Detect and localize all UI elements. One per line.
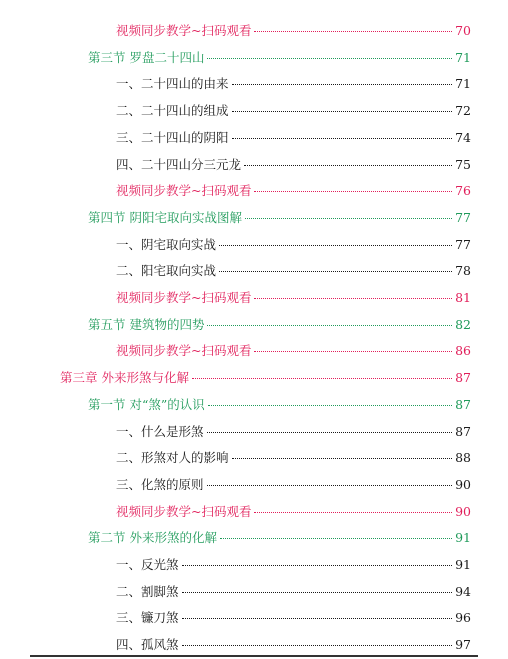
toc-entry-page-number: 82: [455, 316, 471, 332]
toc-entry-page-number: 75: [455, 156, 471, 172]
toc-entry-title: 二、割脚煞: [116, 583, 179, 599]
toc-entry-title: 四、孤风煞: [116, 637, 179, 653]
toc-entry-title: 第三章 外来形煞与化解: [60, 370, 189, 386]
dot-leader: [254, 191, 452, 192]
toc-section-entry[interactable]: [88, 397, 471, 413]
toc-item-entry[interactable]: [116, 237, 471, 253]
toc-entry-title: 二、形煞对人的影响: [116, 450, 229, 466]
toc-entry-title: 一、阴宅取向实战: [116, 236, 217, 252]
dot-leader: [207, 432, 453, 433]
dot-leader: [208, 405, 452, 406]
toc-video-entry[interactable]: [116, 343, 471, 359]
toc-section-entry[interactable]: [88, 530, 471, 546]
toc-entry-title: 第五节 建筑物的四势: [88, 316, 205, 332]
toc-entry-title: 视频同步教学~扫码观看: [116, 23, 252, 38]
dot-leader: [245, 218, 452, 219]
toc-entry-page-number: 76: [455, 183, 471, 199]
toc-entry-page-number: 97: [455, 637, 471, 653]
dot-leader: [182, 618, 453, 619]
toc-item-entry[interactable]: [116, 103, 471, 119]
toc-entry-title: 二、阳宅取向实战: [116, 263, 217, 279]
toc-entry-title: 视频同步教学~扫码观看: [116, 503, 252, 519]
toc-entry-title: 第一节 对“煞”的认识: [88, 396, 205, 412]
toc-entry-title: 一、什么是形煞: [116, 423, 204, 439]
dot-leader: [207, 58, 452, 59]
dot-leader: [254, 31, 452, 32]
toc-video-entry[interactable]: [116, 504, 471, 520]
toc-item-entry[interactable]: [116, 610, 471, 626]
toc-item-entry[interactable]: [116, 263, 471, 279]
dot-leader: [207, 485, 453, 486]
toc-entry-page-number: 74: [455, 129, 471, 145]
dot-leader: [182, 565, 453, 566]
toc-entry-page-number: 91: [455, 530, 471, 546]
dot-leader: [254, 351, 452, 352]
toc-entry-page-number: 87: [455, 423, 471, 439]
toc-entry-page-number: 90: [455, 503, 471, 519]
toc-entry-title: 三、化煞的原则: [116, 476, 204, 492]
dot-leader: [254, 298, 452, 299]
toc-entry-title: 第三节 罗盘二十四山: [88, 49, 205, 65]
toc-section-entry[interactable]: [88, 210, 471, 226]
toc-item-entry[interactable]: [116, 157, 471, 173]
toc-item-entry[interactable]: [116, 76, 471, 92]
toc-entry-page-number: 86: [455, 343, 471, 359]
toc-entry-title: 四、二十四山分三元龙: [116, 156, 242, 172]
toc-item-entry[interactable]: [116, 637, 471, 653]
toc-video-entry[interactable]: [116, 183, 471, 199]
dot-leader: [219, 271, 452, 272]
toc-entry-title: 一、二十四山的由来: [116, 76, 229, 92]
toc-entry-page-number: 87: [455, 370, 471, 386]
toc-entry-page-number: 87: [455, 396, 471, 412]
toc-entry-title: 三、镰刀煞: [116, 610, 179, 626]
toc-entry-title: 视频同步教学~扫码观看: [116, 290, 252, 305]
toc-entry-page-number: 71: [455, 49, 471, 65]
toc-item-entry[interactable]: [116, 450, 471, 466]
dot-leader: [232, 84, 453, 85]
toc-entry-title: 第二节 外来形煞的化解: [88, 530, 217, 546]
dot-leader: [182, 592, 453, 593]
dot-leader: [232, 458, 453, 459]
toc-section-entry[interactable]: [88, 317, 471, 333]
toc-entry-page-number: 88: [455, 450, 471, 466]
dot-leader: [232, 138, 453, 139]
toc-entry-page-number: 96: [455, 610, 471, 626]
dot-leader: [219, 245, 452, 246]
toc-entry-page-number: 91: [455, 557, 471, 572]
toc-video-entry[interactable]: [116, 290, 471, 306]
toc-item-entry[interactable]: [116, 584, 471, 600]
toc-entry-title: 第四节 阴阳宅取向实战图解: [88, 209, 242, 225]
dot-leader: [232, 111, 453, 112]
dot-leader: [244, 165, 452, 166]
toc-entry-page-number: 70: [455, 23, 471, 38]
toc-entry-page-number: 90: [455, 476, 471, 492]
toc-video-entry[interactable]: [116, 23, 471, 39]
toc-entry-title: 视频同步教学~扫码观看: [116, 343, 252, 359]
toc-chapter-entry[interactable]: [60, 370, 471, 386]
toc-item-entry[interactable]: [116, 557, 471, 573]
toc-item-entry[interactable]: [116, 424, 471, 440]
bottom-rule: [30, 655, 478, 657]
toc-item-entry[interactable]: [116, 130, 471, 146]
toc-entry-page-number: 77: [455, 236, 471, 252]
dot-leader: [254, 512, 452, 513]
toc-entry-page-number: 72: [455, 103, 471, 119]
toc-entry-page-number: 77: [455, 209, 471, 225]
toc-entry-title: 二、二十四山的组成: [116, 103, 229, 119]
toc-entry-title: 视频同步教学~扫码观看: [116, 183, 252, 199]
toc-section-entry[interactable]: [88, 50, 471, 66]
dot-leader: [207, 325, 452, 326]
toc-entry-title: 一、反光煞: [116, 557, 179, 572]
dot-leader: [220, 538, 452, 539]
toc-entry-title: 三、二十四山的阴阳: [116, 129, 229, 145]
dot-leader: [192, 378, 452, 379]
toc-entry-page-number: 81: [455, 290, 471, 305]
toc-entry-page-number: 78: [455, 263, 471, 279]
dot-leader: [182, 645, 453, 646]
toc-entry-page-number: 71: [455, 76, 471, 92]
toc-item-entry[interactable]: [116, 477, 471, 493]
toc-entry-page-number: 94: [455, 583, 471, 599]
